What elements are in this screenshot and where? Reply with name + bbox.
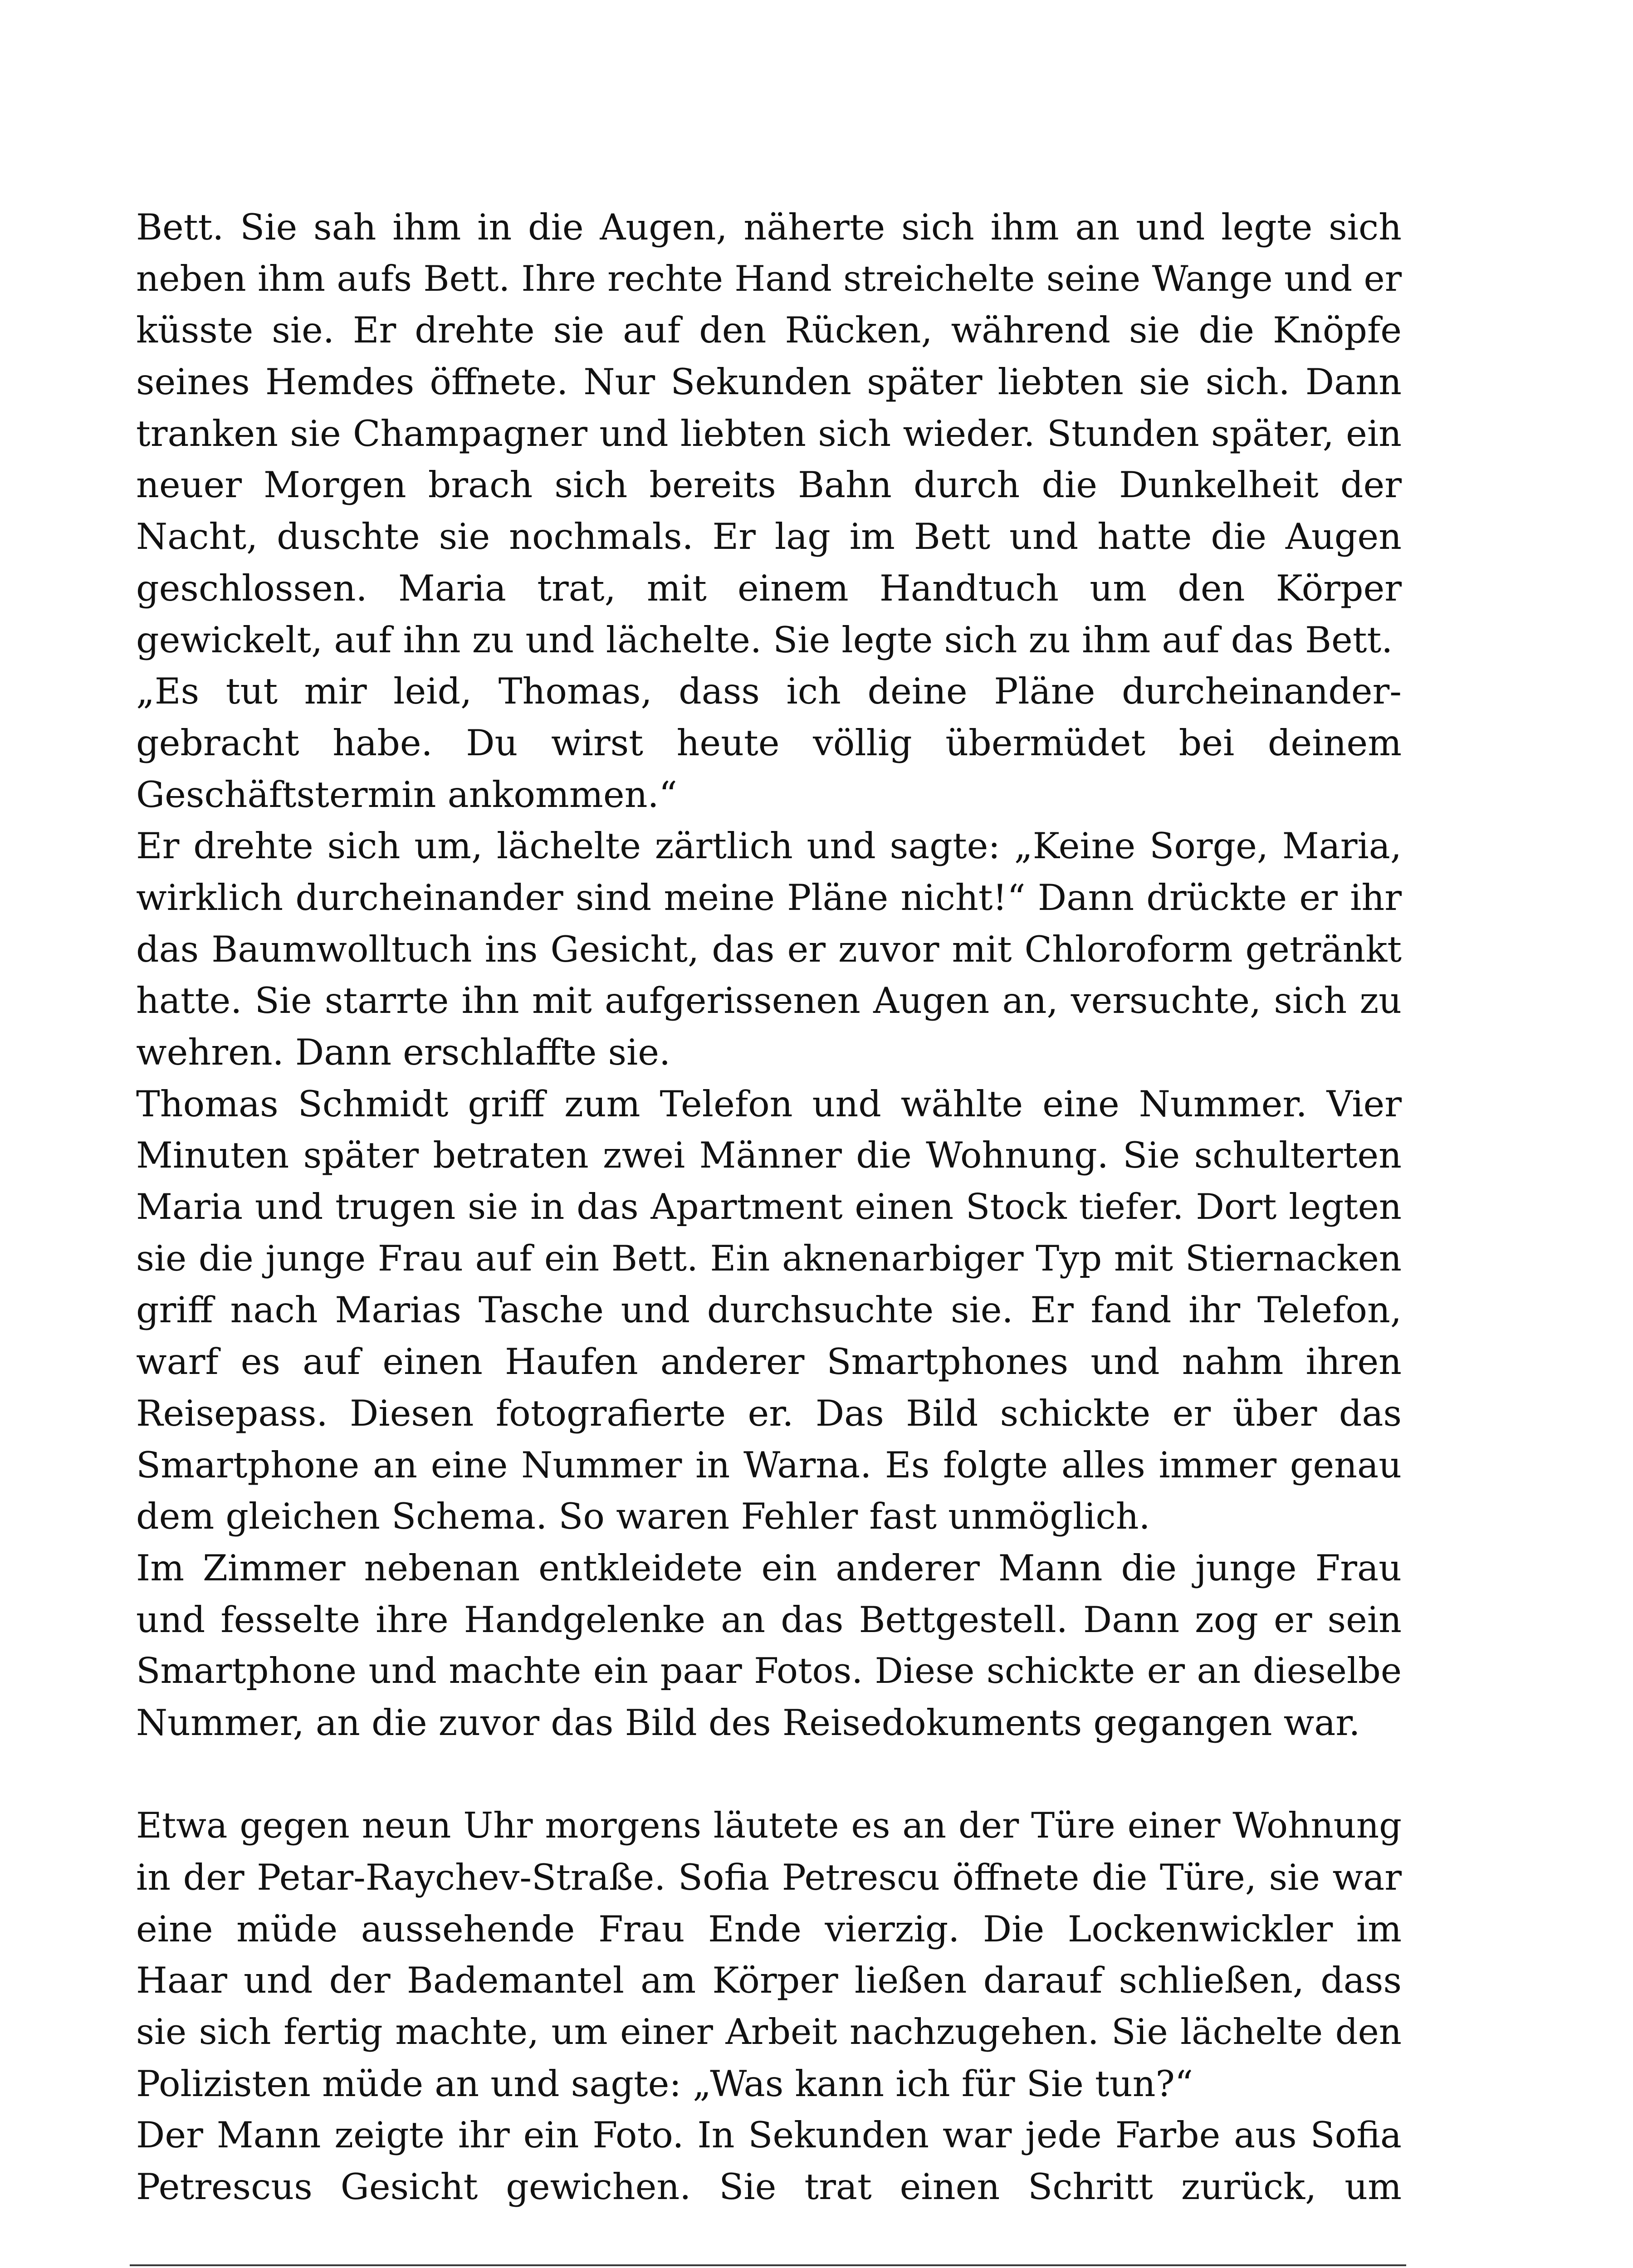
text-line: Nacht, duschte sie nochmals. Er lag im Bett und hatte die Augen — [136, 516, 1402, 558]
text-line: tranken sie Champagner und liebten sich wieder. Stunden später, ein — [136, 412, 1402, 455]
text-line: Etwa gegen neun Uhr morgens läutete es an der Türe einer Wohnung — [136, 1805, 1402, 1847]
text-line: „Es tut mir leid, Thomas, dass ich deine Pläne durcheinander- — [136, 670, 1402, 713]
text-line: gewickelt, auf ihn zu und lächelte. Sie legte sich zu ihm auf das Bett. — [136, 619, 1393, 661]
text-line: sie die junge Frau auf ein Bett. Ein aknenarbiger Typ mit Stiernacken — [136, 1238, 1402, 1279]
text-line: warf es auf einen Haufen anderer Smartphones und nahm ihren — [136, 1341, 1402, 1383]
text-line: hatte. Sie starrte ihn mit aufgerissenen Augen an, versuchte, sich zu — [136, 980, 1402, 1022]
text-line: küsste sie. Er drehte sie auf den Rücken, während sie die Knöpfe — [136, 309, 1402, 352]
text-line: Im Zimmer nebenan entkleidete ein anderer Mann die junge Frau — [136, 1547, 1402, 1589]
text-line: Thomas Schmidt griff zum Telefon und wählte eine Nummer. Vier — [136, 1083, 1402, 1125]
text-line: neben ihm aufs Bett. Ihre rechte Hand streichelte seine Wange und er — [136, 258, 1402, 299]
footer-rule — [130, 2264, 1406, 2266]
text-line: dem gleichen Schema. So waren Fehler fast unmöglich. — [136, 1496, 1150, 1538]
text-line: wehren. Dann erschlaffte sie. — [136, 1031, 671, 1073]
text-line: Geschäftstermin ankommen.“ — [136, 773, 677, 816]
text-line: wirklich durcheinander sind meine Pläne nicht!“ Dann drückte er ihr — [136, 876, 1402, 919]
text-line: Smartphone und machte ein paar Fotos. Diese schickte er an dieselbe — [136, 1651, 1402, 1692]
text-line: Maria und trugen sie in das Apartment einen Stock tiefer. Dort legten — [136, 1187, 1402, 1228]
text-line: Haar und der Bademantel am Körper ließen darauf schließen, dass — [136, 1960, 1402, 2002]
text-line: sie sich fertig machte, um einer Arbeit nachzugehen. Sie lächelte den — [136, 2012, 1402, 2053]
text-line: griff nach Marias Tasche und durchsuchte sie. Er fand ihr Telefon, — [136, 1289, 1402, 1331]
text-line: und fesselte ihre Handgelenke an das Bettgestell. Dann zog er sein — [136, 1598, 1402, 1641]
text-line: das Baumwolltuch ins Gesicht, das er zuvor mit Chloroform getränkt — [136, 928, 1402, 970]
text-line: Petrescus Gesicht gewichen. Sie trat einen Schritt zurück, um — [136, 2166, 1402, 2208]
text-line: geschlossen. Maria trat, mit einem Handtuch um den Körper — [136, 567, 1402, 609]
text-line: Bett. Sie sah ihm in die Augen, näherte sich ihm an und legte sich — [136, 206, 1402, 248]
text-line: Er drehte sich um, lächelte zärtlich und sagte: „Keine Sorge, Maria, — [136, 825, 1402, 867]
text-line: Der Mann zeigte ihr ein Foto. In Sekunden war jede Farbe aus Sofia — [136, 2114, 1402, 2156]
blank-line — [136, 1749, 1402, 1801]
text-line: Smartphone an eine Nummer in Warna. Es folgte alles immer genau — [136, 1444, 1402, 1486]
body-text — [136, 202, 1402, 2213]
text-line: Minuten später betraten zwei Männer die Wohnung. Sie schulterten — [136, 1134, 1402, 1177]
text-line: Reisepass. Diesen fotografierte er. Das Bild schickte er über das — [136, 1392, 1402, 1434]
text-line: gebracht habe. Du wirst heute völlig übermüdet bei deinem — [136, 722, 1402, 764]
text-line: eine müde aussehende Frau Ende vierzig. Die Lockenwickler im — [136, 1908, 1402, 1950]
text-line: Nummer, an die zuvor das Bild des Reisedokuments gegangen war. — [136, 1701, 1360, 1744]
text-line: Polizisten müde an und sagte: „Was kann ich für Sie tun?“ — [136, 2063, 1193, 2105]
text-line: seines Hemdes öffnete. Nur Sekunden später liebten sie sich. Dann — [136, 361, 1402, 403]
text-line: neuer Morgen brach sich bereits Bahn durch die Dunkelheit der — [136, 464, 1402, 506]
text-line: in der Petar-Raychev-Straße. Sofia Petrescu öffnete die Türe, sie war — [136, 1857, 1402, 1898]
